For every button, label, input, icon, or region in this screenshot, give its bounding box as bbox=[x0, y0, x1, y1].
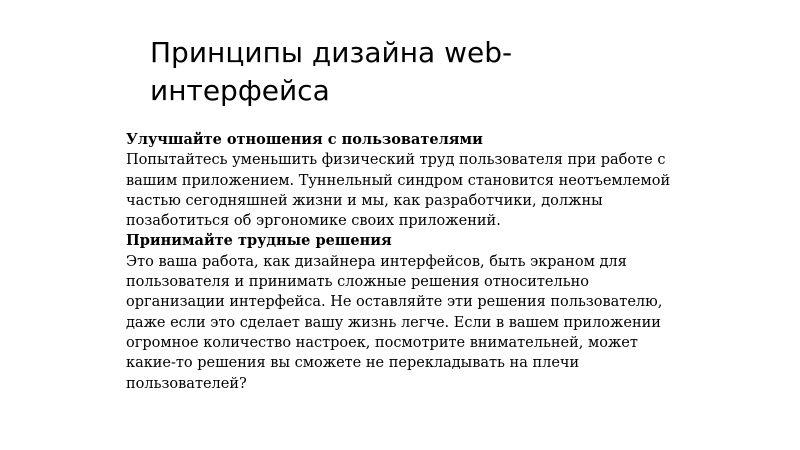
section-text-relations: Попытайтесь уменьшить физический труд пользователя при работе с вашим приложением. Туннельный синдром становится неотъемлемой частью сегодняшней жизни и мы, как разработчики, должны позаботиться об эргономике своих приложений. bbox=[126, 152, 671, 230]
section-text-decisions: Это ваша работа, как дизайнера интерфейсов, быть экраном для пользователя и принимать сложные решения относительно организации интерфейса. Не оставляйте эти решения пользователю, даже если это сделает вашу жизнь легче. Если в вашем приложении огромное количество настроек, посмотрите внимательней, может какие-то решения вы сможете не перекладывать на плечи пользователей? bbox=[126, 253, 663, 392]
section-heading-decisions: Принимайте трудные решения bbox=[126, 232, 392, 250]
section-heading-relations: Улучшайте отношения с пользователями bbox=[126, 131, 483, 148]
slide-title: Принципы дизайна web-интерфейса bbox=[150, 36, 513, 107]
slide-body bbox=[126, 130, 686, 394]
